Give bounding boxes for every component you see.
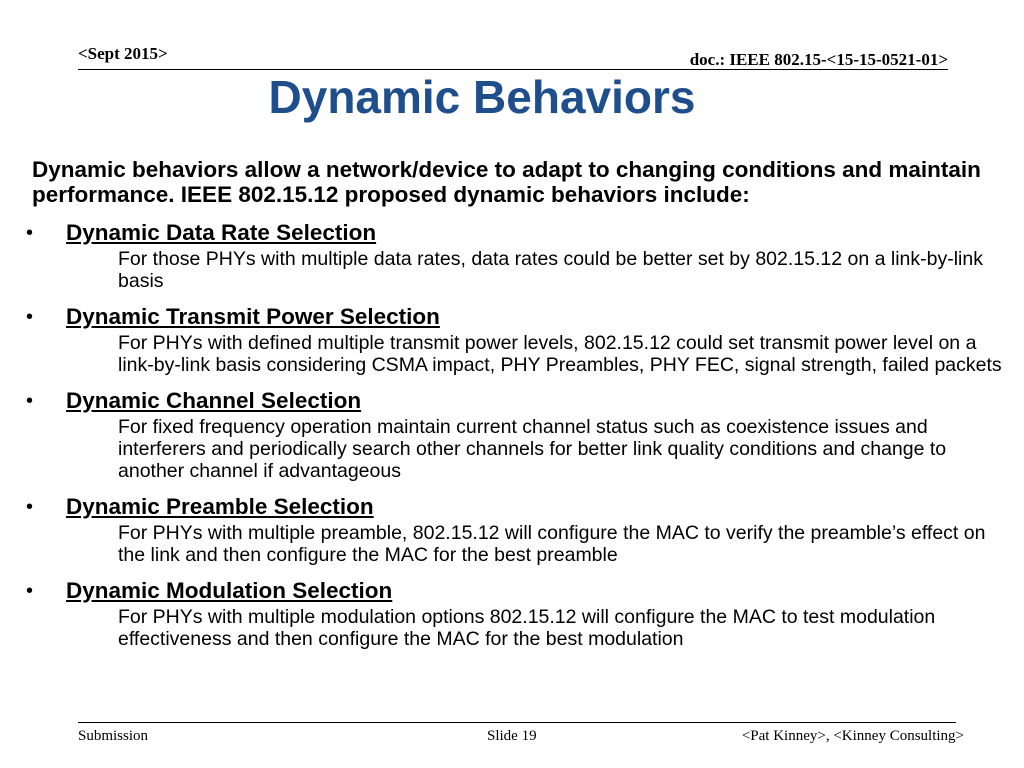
bullet-icon: • <box>26 222 34 244</box>
item-description: For fixed frequency operation maintain current channel status such as coexistence issues and interferers and periodically search other channels for better link quality conditions and change to another channel if advantageous <box>118 416 947 482</box>
bullet-list <box>26 218 1004 660</box>
footer-author: <Pat Kinney>, <Kinney Consulting> <box>741 728 964 744</box>
list-item <box>26 302 1004 376</box>
header-doc-id: doc.: IEEE 802.15-<15-15-0521-01> <box>689 50 948 69</box>
bullet-icon: • <box>26 390 34 412</box>
footer-slide-number: Slide 19 <box>487 728 537 744</box>
item-description: For PHYs with defined multiple transmit power levels, 802.15.12 could set transmit power level on a link-by-link basis considering CSMA impact, PHY Preambles, PHY FEC, signal strength, failed packets <box>118 332 1002 376</box>
footer-divider <box>78 722 956 723</box>
item-heading: Dynamic Preamble Selection <box>66 494 374 519</box>
bullet-icon: • <box>26 580 34 602</box>
list-item <box>26 492 1004 566</box>
list-item <box>26 576 1004 650</box>
intro-paragraph: Dynamic behaviors allow a network/device to adapt to changing conditions and maintain performance. IEEE 802.15.12 proposed dynamic behaviors include: <box>32 157 981 207</box>
bullet-icon: • <box>26 496 34 518</box>
item-heading: Dynamic Channel Selection <box>66 388 362 413</box>
bullet-icon: • <box>26 306 34 328</box>
item-description: For those PHYs with multiple data rates, data rates could be better set by 802.15.12 on a link-by-link basis <box>118 248 983 292</box>
footer-submission: Submission <box>78 728 149 744</box>
item-description: For PHYs with multiple modulation options 802.15.12 will configure the MAC to test modulation effectiveness and then configure the MAC for the best modulation <box>118 606 936 650</box>
item-description: For PHYs with multiple preamble, 802.15.12 will configure the MAC to verify the preamble’s effect on the link and then configure the MAC for the best preamble <box>118 522 986 566</box>
list-item <box>26 218 1004 292</box>
slide-title: Dynamic Behaviors <box>268 71 696 123</box>
header-date: <Sept 2015> <box>78 44 168 63</box>
item-heading: Dynamic Modulation Selection <box>66 578 393 603</box>
item-heading: Dynamic Data Rate Selection <box>66 220 377 245</box>
item-heading: Dynamic Transmit Power Selection <box>66 304 440 329</box>
list-item <box>26 386 1004 482</box>
